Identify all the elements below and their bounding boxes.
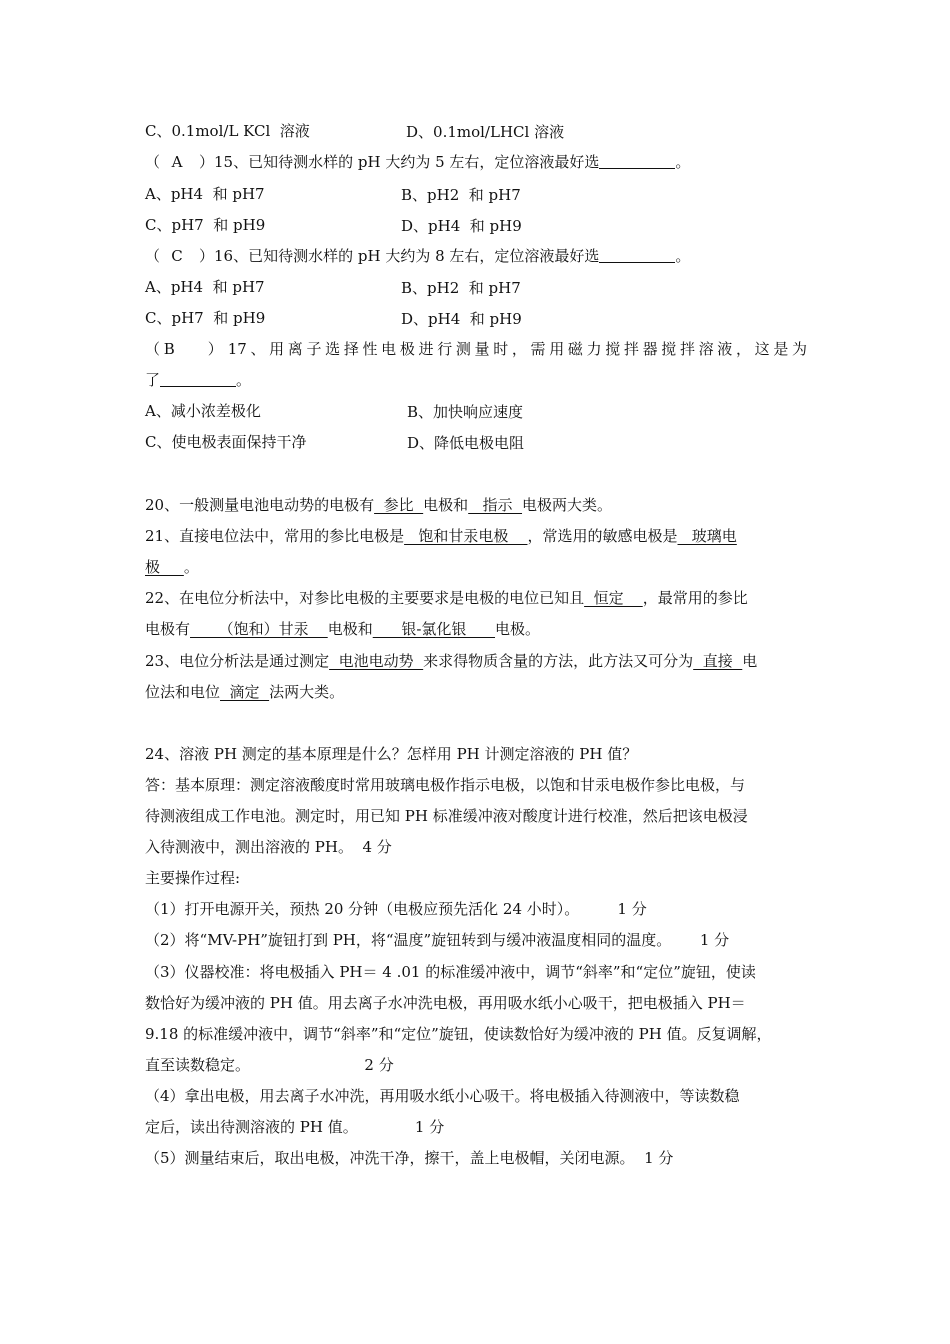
q24-step-1: （1）打开电源开关，预热 20 分钟（电极应预先活化 24 小时）。 1 分	[145, 900, 647, 918]
q15-stem: （ A ）15、已知待测水样的 pH 大约为 5 左右，定位溶液最好选 。	[145, 153, 691, 171]
q17-option-c: C、使电极表面保持干净	[145, 433, 307, 451]
q16-option-d: D、pH4 和 pH9	[401, 310, 522, 328]
q24-answer-line-2: 待测液组成工作电池。测定时，用已知 PH 标准缓冲液对酸度计进行校准，然后把该电极浸	[145, 807, 748, 825]
q15-option-c: C、pH7 和 pH9	[145, 216, 266, 234]
q16-blank	[599, 248, 675, 263]
q24-step-4-line-2: 定后，读出待测溶液的 PH 值。 1 分	[145, 1118, 445, 1136]
q17-blank	[160, 372, 236, 387]
q15-option-d: D、pH4 和 pH9	[401, 217, 522, 235]
q17-option-d: D、降低电极电阻	[407, 434, 525, 452]
q15-option-b: B、pH2 和 pH7	[401, 186, 521, 204]
q20-answer-2: 指示	[468, 496, 523, 514]
q21-line-2: 极 。	[145, 558, 199, 576]
q24-answer-line-3: 入待测液中，测出溶液的 PH。 4 分	[145, 838, 392, 856]
q20-answer-1: 参比	[374, 496, 424, 514]
q15-blank	[599, 154, 675, 169]
q21-answer-2-cont: 极	[145, 558, 184, 576]
q22-line-2: 电极有 （饱和）甘汞 电极和 银-氯化银 电极。	[145, 620, 541, 638]
q21-answer-2: 玻璃电	[677, 527, 737, 545]
q22-answer-3: 银-氯化银	[372, 620, 496, 638]
q24-ops-title: 主要操作过程:	[145, 869, 241, 887]
q24-step-4-line-1: （4）拿出电极，用去离子水冲洗，再用吸水纸小心吸干。将电极插入待测液中，等读数稳	[145, 1087, 740, 1105]
q17-option-a: A、减小浓差极化	[145, 402, 261, 420]
q24-question: 24、溶液 PH 测定的基本原理是什么？怎样用 PH 计测定溶液的 PH 值？	[145, 745, 638, 763]
q16-option-c: C、pH7 和 pH9	[145, 309, 266, 327]
q24-step-5: （5）测量结束后，取出电极，冲洗干净，擦干，盖上电极帽，关闭电源。 1 分	[145, 1149, 674, 1167]
q16-option-a: A、pH4 和 pH7	[145, 278, 265, 296]
q16-option-b: B、pH2 和 pH7	[401, 279, 521, 297]
q24-answer-line-1: 答：基本原理：测定溶液酸度时常用玻璃电极作指示电极，以饱和甘汞电极作参比电极，与	[145, 776, 746, 794]
q23-answer-1: 电池电动势	[329, 652, 424, 670]
q21-line-1: 21、直接电位法中，常用的参比电极是 饱和甘汞电极 ，常选用的敏感电极是 玻璃电	[145, 527, 737, 545]
q15-answer: A	[171, 153, 183, 171]
q20-line: 20、一般测量电池电动势的电极有 参比 电极和 指示 电极两大类。	[145, 496, 613, 514]
q17-stem-cont: 了 。	[145, 371, 252, 389]
q24-step-2: （2）将“MV-PH”旋钮打到 PH，将“温度”旋钮转到与缓冲液温度相同的温度。 1 分	[145, 931, 730, 949]
q21-answer-1: 饱和甘汞电极	[404, 527, 528, 545]
q22-answer-2: （饱和）甘汞	[190, 620, 328, 638]
q14-option-c: C、0.1mol/L KCl 溶液	[145, 122, 310, 140]
q15-option-a: A、pH4 和 pH7	[145, 185, 265, 203]
q23-answer-3: 滴定	[220, 683, 270, 701]
q23-answer-2: 直接	[693, 652, 743, 670]
q22-line-1: 22、在电位分析法中，对参比电极的主要要求是电极的电位已知且 恒定 ，最常用的参比	[145, 589, 748, 607]
q24-step-3-line-3: 9.18 的标准缓冲液中，调节“斜率”和“定位”旋钮，使读数恰好为缓冲液的 PH 值。反复调解，	[145, 1025, 772, 1043]
q23-line-2: 位法和电位 滴定 法两大类。	[145, 683, 345, 701]
q22-answer-1: 恒定	[584, 589, 643, 607]
q17-answer: B	[163, 340, 175, 358]
q16-answer: C	[171, 247, 183, 265]
q23-line-1: 23、电位分析法是通过测定 电池电动势 来求得物质含量的方法，此方法又可分为 直接 电	[145, 652, 758, 670]
q17-stem: （B ） 17、用离子选择性电极进行测量时，需用磁力搅拌器搅拌溶液，这是为	[145, 340, 807, 358]
q24-step-3-line-2: 数恰好为缓冲液的 PH 值。用去离子水冲洗电极，再用吸水纸小心吸干，把电极插入 PH＝	[145, 994, 746, 1012]
q24-step-3-line-4: 直至读数稳定。 2 分	[145, 1056, 394, 1074]
q17-option-b: B、加快响应速度	[407, 403, 524, 421]
q14-option-d: D、0.1mol/LHCl 溶液	[406, 123, 565, 141]
q24-step-3-line-1: （3）仪器校准：将电极插入 PH＝ 4 .01 的标准缓冲液中，调节“斜率”和“定位”旋钮，使读	[145, 963, 756, 981]
q16-stem: （ C ）16、已知待测水样的 pH 大约为 8 左右，定位溶液最好选 。	[145, 247, 691, 265]
